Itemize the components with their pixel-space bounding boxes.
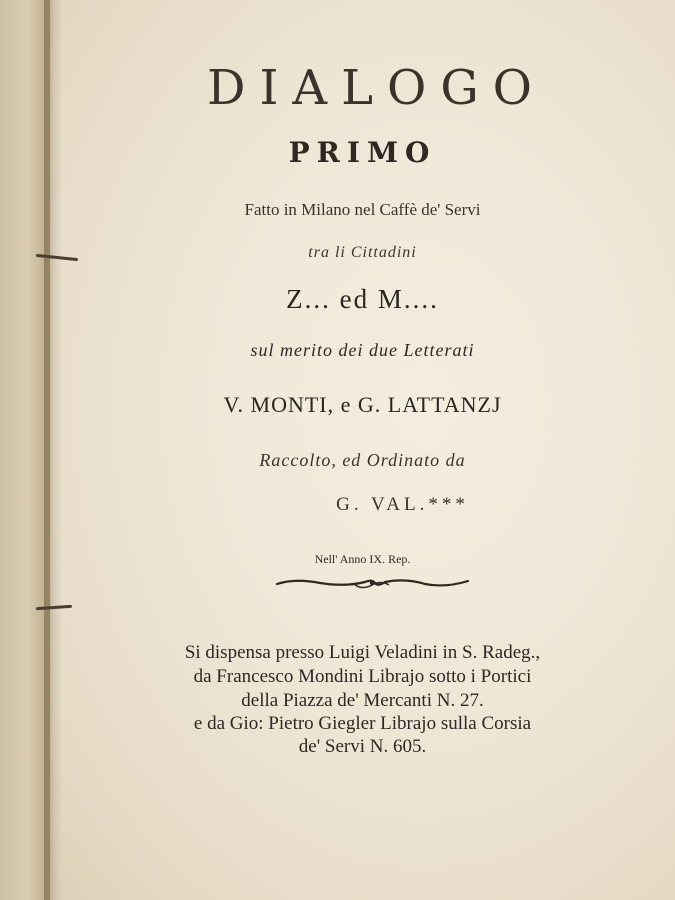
line-merito: sul merito dei due Letterati xyxy=(250,340,475,360)
page-title: DIALOGO xyxy=(206,60,547,116)
line-fatto: Fatto in Milano nel Caffè de' Servi xyxy=(244,200,481,219)
line-raccolto: Raccolto, ed Ordinato da xyxy=(259,450,466,470)
title-page-text xyxy=(50,0,675,900)
imprint-line-4: e da Gio: Pietro Giegler Librajo sulla Corsia xyxy=(193,713,532,734)
line-tra: tra li Cittadini xyxy=(308,244,417,261)
imprint-line-2: da Francesco Mondini Librajo sotto i Portici xyxy=(193,666,532,687)
page-subtitle: PRIMO xyxy=(288,136,437,169)
printer-ornament-icon xyxy=(275,574,470,592)
imprint-line-3: della Piazza de' Mercanti N. 27. xyxy=(241,690,484,711)
imprint-line-1: Si dispensa presso Luigi Veladini in S. Radeg., xyxy=(184,642,541,663)
line-names: V. MONTI, e G. LATTANZJ xyxy=(223,392,502,417)
line-anno: Nell' Anno IX. Rep. xyxy=(314,552,411,566)
imprint-line-5: de' Servi N. 605. xyxy=(298,736,427,757)
book-spine-edge xyxy=(0,0,50,900)
line-persons: Z... ed M.... xyxy=(286,284,439,314)
line-author: G. VAL.*** xyxy=(336,494,469,515)
